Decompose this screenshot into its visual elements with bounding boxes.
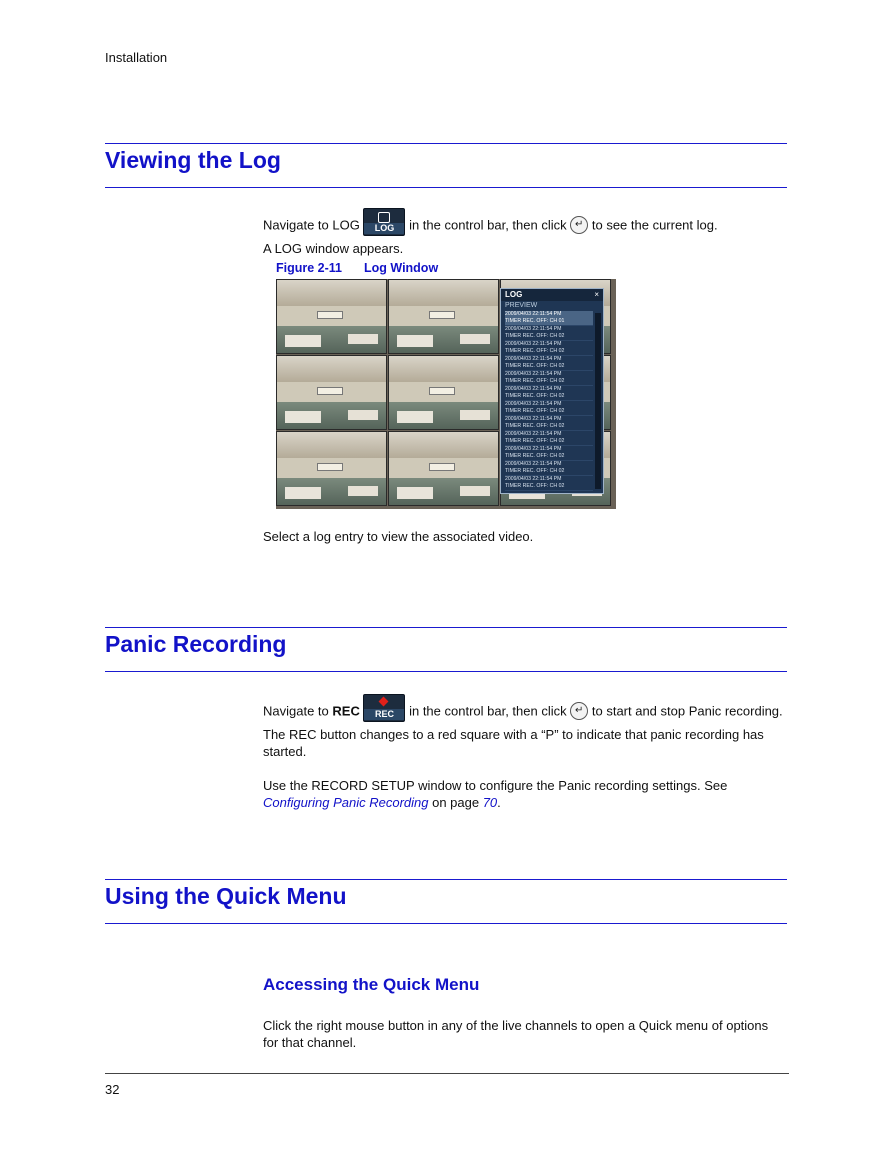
- enter-icon: ↵: [570, 216, 588, 234]
- log-entry-event: TIMER REC. OFF: CH 02: [505, 393, 565, 399]
- log-entry-time: 2009/04/03 22:11:54 PM: [505, 416, 562, 422]
- log-entry-time: 2009/04/03 22:11:54 PM: [505, 401, 562, 407]
- log-glyph: [378, 212, 390, 223]
- section-title-panic-recording: Panic Recording: [105, 631, 287, 657]
- log-entry-event: TIMER REC. OFF: CH 02: [505, 378, 565, 384]
- section3-line2: for that channel.: [263, 1035, 357, 1050]
- log-entry-list: [501, 311, 603, 491]
- log-window-title: LOG: [501, 289, 603, 301]
- log-entry-time: 2009/04/03 22:11:54 PM: [505, 431, 562, 437]
- section3-body: [263, 1017, 793, 1051]
- section1-line1: [263, 212, 793, 240]
- preview-label: PREVIEW: [505, 302, 538, 309]
- configuring-panic-recording-link[interactable]: Configuring Panic Recording: [263, 795, 429, 810]
- log-entry-time: 2009/04/03 22:11:54 PM: [505, 476, 562, 482]
- rec-bold-text: REC: [332, 703, 360, 719]
- section-title-quick-menu: Using the Quick Menu: [105, 883, 347, 909]
- log-entry-event: TIMER REC. OFF: CH 02: [505, 423, 565, 429]
- log-entry[interactable]: [505, 341, 593, 356]
- camera-tile: [388, 431, 499, 506]
- rec-icon: [363, 694, 405, 722]
- close-icon[interactable]: ×: [594, 290, 599, 299]
- section1-line2: A LOG window appears.: [263, 241, 404, 256]
- log-entry-event: TIMER REC. OFF: CH 02: [505, 348, 565, 354]
- section-rule-bottom: [105, 923, 787, 924]
- log-entry[interactable]: [505, 311, 593, 326]
- log-entry-time: 2009/04/03 22:11:54 PM: [505, 356, 562, 362]
- text-fragment: to start and stop Panic recording.: [591, 703, 783, 719]
- log-entry[interactable]: [505, 476, 593, 491]
- log-entry-time: 2009/04/03 22:11:54 PM: [505, 326, 562, 332]
- section-title-viewing-log: Viewing the Log: [105, 147, 281, 173]
- log-entry[interactable]: [505, 446, 593, 461]
- log-entry[interactable]: [505, 461, 593, 476]
- log-entry-time: 2009/04/03 22:11:54 PM: [505, 386, 562, 392]
- section-rule-top: [105, 143, 787, 144]
- camera-tile: [388, 279, 499, 354]
- section2-line2: The REC button changes to a red square with a “P” to indicate that panic recording has: [263, 727, 764, 742]
- log-entry[interactable]: [505, 356, 593, 371]
- section-rule-bottom: [105, 671, 787, 672]
- text-fragment: to see the current log.: [591, 217, 718, 233]
- figure-number: Figure 2-11: [276, 261, 342, 275]
- running-header: Installation: [105, 50, 168, 65]
- section2-line3: started.: [263, 744, 307, 759]
- section1-after-figure: Select a log entry to view the associated video.: [263, 529, 534, 544]
- log-entry[interactable]: [505, 371, 593, 386]
- section1-body: [263, 212, 793, 257]
- text-fragment: in the control bar, then click: [409, 703, 567, 719]
- text-fragment: in the control bar, then click: [409, 217, 567, 233]
- subsection-title: Accessing the Quick Menu: [263, 975, 480, 994]
- log-entry-event: TIMER REC. OFF: CH 02: [505, 408, 565, 414]
- section-rule-top: [105, 627, 787, 628]
- log-entry-time: 2009/04/03 22:11:54 PM: [505, 341, 562, 347]
- log-entry[interactable]: [505, 416, 593, 431]
- camera-tile: [276, 355, 387, 430]
- page-number: 32: [105, 1082, 120, 1097]
- text-fragment: Use the RECORD SETUP window to configure the Panic recording settings. See: [263, 778, 728, 793]
- log-entry-event: TIMER REC. OFF: CH 02: [505, 468, 565, 474]
- log-icon-label: LOG: [364, 223, 404, 234]
- text-fragment: .: [497, 795, 501, 810]
- section3-line1: Click the right mouse button in any of the live channels to open a Quick menu of options: [263, 1018, 769, 1033]
- log-entry[interactable]: [505, 431, 593, 446]
- log-entry-event: TIMER REC. OFF: CH 02: [505, 453, 565, 459]
- text-fragment: Navigate to LOG: [263, 217, 360, 233]
- figure-caption: [276, 261, 438, 275]
- log-entry-time: 2009/04/03 22:11:54 PM: [505, 371, 562, 377]
- rec-dot-icon: [379, 697, 389, 707]
- log-entry-event: TIMER REC. OFF: CH 02: [505, 363, 565, 369]
- log-entry[interactable]: [505, 401, 593, 416]
- log-entry-time: 2009/04/03 22:11:54 PM: [505, 446, 562, 452]
- log-entry-event: TIMER REC. OFF: CH 02: [505, 483, 565, 489]
- log-entry-event: TIMER REC. OFF: CH 01: [505, 318, 565, 324]
- enter-icon: ↵: [570, 702, 588, 720]
- section2-para2: [263, 777, 793, 811]
- section2-body: [263, 698, 793, 811]
- figure-title: Log Window: [364, 261, 439, 275]
- log-entry-event: TIMER REC. OFF: CH 02: [505, 438, 565, 444]
- log-entry[interactable]: [505, 386, 593, 401]
- camera-tile: [276, 431, 387, 506]
- log-window-screenshot: [276, 279, 616, 509]
- log-icon: [363, 208, 405, 236]
- camera-tile: [276, 279, 387, 354]
- log-entry[interactable]: [505, 326, 593, 341]
- camera-tile: [388, 355, 499, 430]
- log-entry-time: 2009/04/03 22:11:54 PM: [505, 461, 562, 467]
- log-entry-time: 2009/04/03 22:11:54 PM: [505, 311, 562, 317]
- log-entry-event: TIMER REC. OFF: CH 02: [505, 333, 565, 339]
- page-70-link[interactable]: 70: [482, 795, 498, 810]
- section2-line1: [263, 698, 793, 726]
- section-rule-bottom: [105, 187, 787, 188]
- rec-icon-label: REC: [364, 709, 404, 720]
- section-rule-top: [105, 879, 787, 880]
- footer-rule: [105, 1073, 789, 1074]
- scrollbar[interactable]: [595, 313, 601, 489]
- text-fragment: on page: [428, 795, 483, 810]
- log-window: [500, 288, 604, 494]
- text-fragment: Navigate to: [263, 703, 329, 719]
